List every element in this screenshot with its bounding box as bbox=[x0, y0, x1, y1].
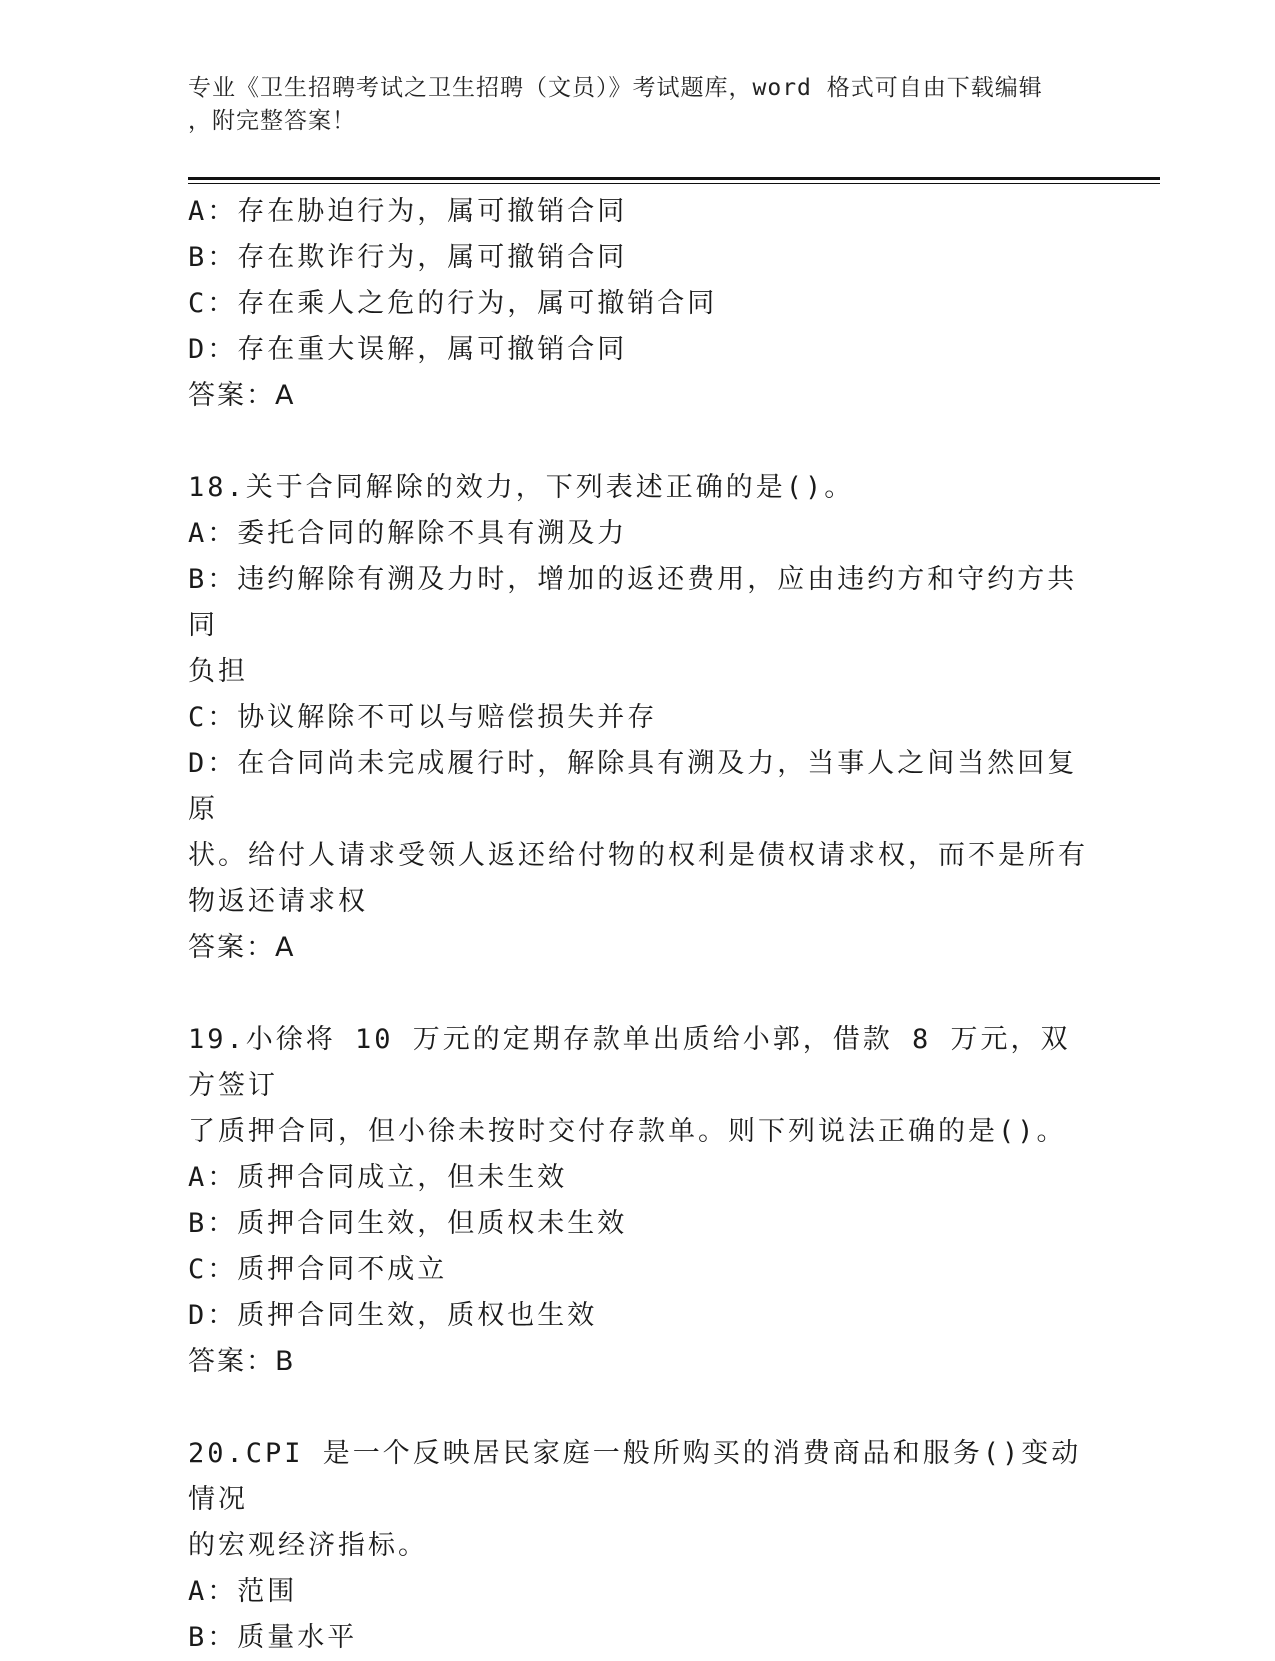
answer-label: 答案：B bbox=[188, 1346, 296, 1377]
option-c: C：存在乘人之危的行为，属可撤销合同 bbox=[188, 288, 718, 319]
option-d-continued: 状。给付人请求受领人返还给付物的权利是债权请求权，而不是所有 bbox=[188, 840, 1088, 871]
spacer bbox=[188, 971, 1088, 1017]
question-stem-continued: 的宏观经济指标。 bbox=[188, 1530, 428, 1561]
option-d: D：在合同尚未完成履行时，解除具有溯及力，当事人之间当然回复原 bbox=[188, 748, 1078, 825]
question-20 bbox=[188, 1431, 1088, 1661]
question-stem: 19.小徐将 10 万元的定期存款单出质给小郭，借款 8 万元，双方签订 bbox=[188, 1024, 1071, 1101]
option-b: B：违约解除有溯及力时，增加的返还费用，应由违约方和守约方共同 bbox=[188, 564, 1078, 641]
spacer bbox=[188, 419, 1088, 465]
option-a: A：委托合同的解除不具有溯及力 bbox=[188, 518, 628, 549]
header-rule-thick bbox=[188, 177, 1160, 180]
option-b: B：存在欺诈行为，属可撤销合同 bbox=[188, 242, 628, 273]
option-d: D：质押合同生效，质权也生效 bbox=[188, 1300, 598, 1331]
option-d: D：存在重大误解，属可撤销合同 bbox=[188, 334, 628, 365]
option-a: A：质押合同成立，但未生效 bbox=[188, 1162, 568, 1193]
option-c: C：协议解除不可以与赔偿损失并存 bbox=[188, 702, 658, 733]
question-17 bbox=[188, 189, 1088, 419]
option-d-continued: 物返还请求权 bbox=[188, 886, 368, 917]
option-a: A：范围 bbox=[188, 1576, 298, 1607]
option-a: A：存在胁迫行为，属可撤销合同 bbox=[188, 196, 628, 227]
header-rule-thin bbox=[188, 183, 1160, 184]
question-19 bbox=[188, 1017, 1088, 1385]
option-c: C：质押合同不成立 bbox=[188, 1254, 448, 1285]
answer-label: 答案：A bbox=[188, 380, 296, 411]
header-line-1: 专业《卫生招聘考试之卫生招聘（文员）》考试题库，word 格式可自由下载编辑 bbox=[188, 75, 1043, 101]
document-header bbox=[188, 72, 1088, 138]
answer-label: 答案：A bbox=[188, 932, 296, 963]
document-body bbox=[188, 189, 1088, 1661]
option-b: B：质押合同生效，但质权未生效 bbox=[188, 1208, 628, 1239]
question-18 bbox=[188, 465, 1088, 971]
option-b-continued: 负担 bbox=[188, 656, 248, 687]
question-stem-continued: 了质押合同，但小徐未按时交付存款单。则下列说法正确的是()。 bbox=[188, 1116, 1067, 1147]
header-line-2: ，附完整答案！ bbox=[188, 108, 356, 134]
question-stem: 18.关于合同解除的效力，下列表述正确的是()。 bbox=[188, 472, 855, 503]
question-stem: 20.CPI 是一个反映居民家庭一般所购买的消费商品和服务()变动情况 bbox=[188, 1438, 1082, 1515]
spacer bbox=[188, 1385, 1088, 1431]
option-b: B：质量水平 bbox=[188, 1622, 358, 1653]
